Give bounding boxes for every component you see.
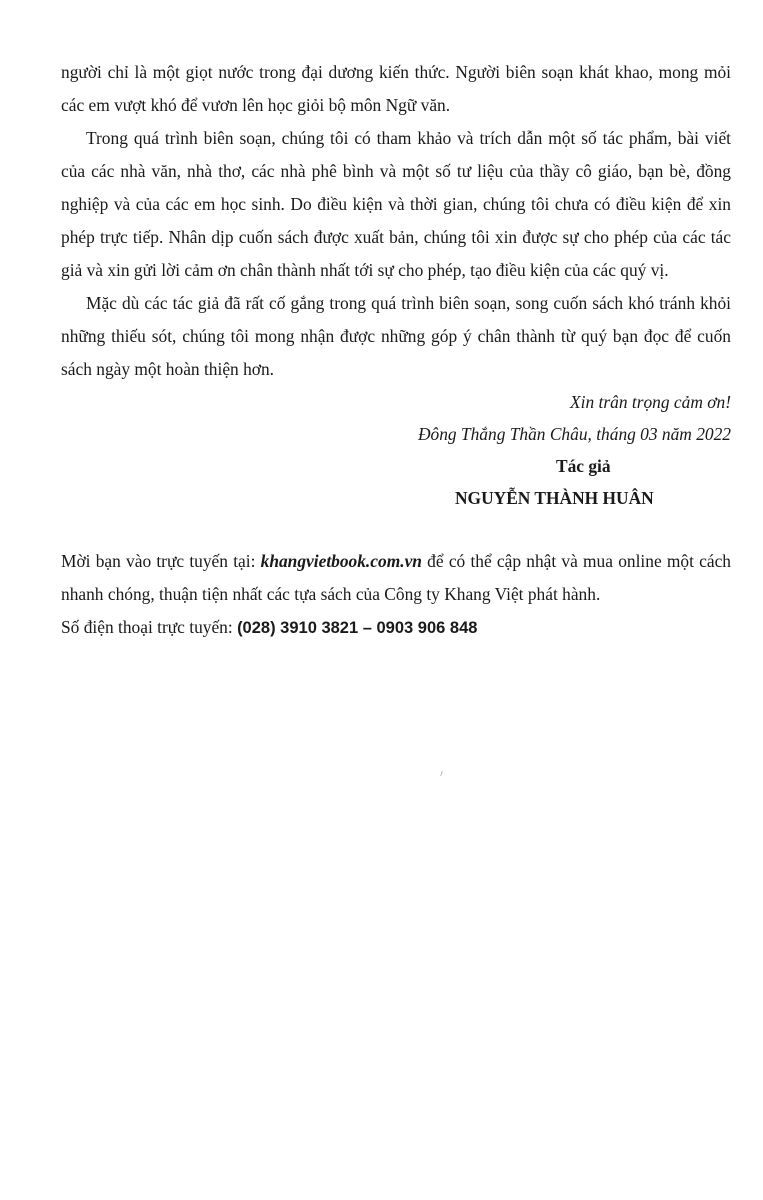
author-role: Tác giả — [556, 456, 611, 476]
phone-numbers: (028) 3910 3821 – 0903 906 848 — [237, 619, 478, 637]
author-name: NGUYỄN THÀNH HUÂN — [455, 488, 654, 508]
phone-label: Số điện thoại trực tuyến: — [61, 617, 238, 637]
online-notice — [61, 545, 731, 611]
signature-block — [61, 450, 731, 514]
paragraph-acknowledgement: Trong quá trình biên soạn, chúng tôi có tham khảo và trích dẫn một số tác phẩm, bài viết của các nhà văn, nhà thơ, các nhà phê bình và một số tư liệu của thầy cô giáo, bạn bè, đồng nghiệp và của các em học sinh. Do điều kiện và thời gian, chúng tôi chưa có điều kiện để xin phép trực tiếp. Nhân dịp cuốn sách được xuất bản, chúng tôi xin được sự cho phép của các tác giả và xin gửi lời cảm ơn chân thành nhất tới sự cho phép, tạo điều kiện của các quý vị. — [61, 128, 731, 280]
paragraph-intro-continuation: người chỉ là một giọt nước trong đại dương kiến thức. Người biên soạn khát khao, mong mỏi các em vượt khó để vươn lên học giỏi bộ môn Ngữ văn. — [61, 62, 731, 115]
phone-line — [61, 611, 731, 645]
scan-speck — [440, 771, 443, 776]
place-date-line: Đông Thắng Thần Châu, tháng 03 năm 2022 — [417, 424, 731, 444]
online-notice-prefix: Mời bạn vào trực tuyến tại: — [61, 551, 261, 571]
document-page — [61, 56, 731, 645]
website-link[interactable]: khangvietbook.com.vn — [260, 551, 422, 571]
paragraph-apology: Mặc dù các tác giả đã rất cố gắng trong quá trình biên soạn, song cuốn sách khó tránh khỏi những thiếu sót, chúng tôi mong nhận được những góp ý chân thành từ quý bạn đọc để cuốn sách ngày một hoàn thiện hơn. — [61, 293, 731, 379]
online-notice-suffix: để có thể cập nhật và mua online một cách nhanh chóng, thuận tiện nhất các tựa sách của Công ty Khang Việt phát hành. — [61, 551, 731, 604]
thanks-line: Xin trân trọng cảm ơn! — [570, 392, 731, 412]
